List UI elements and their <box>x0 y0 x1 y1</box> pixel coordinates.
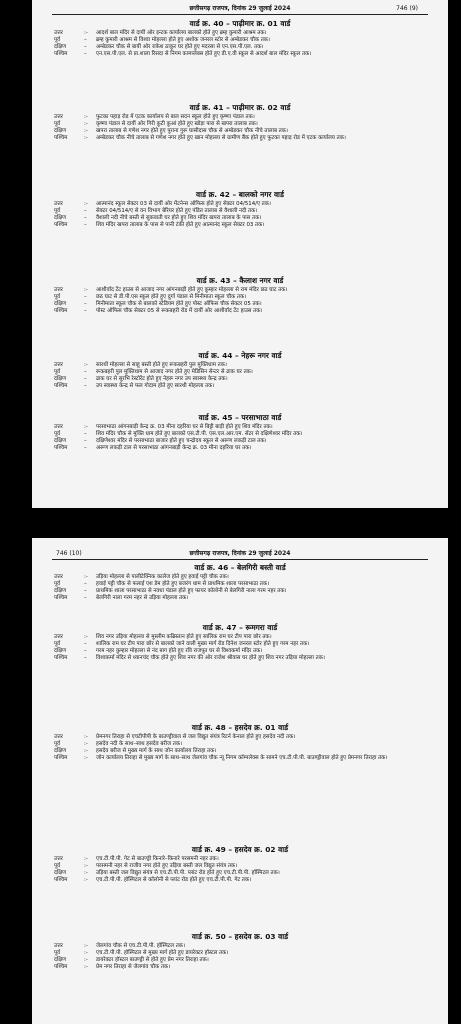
boundary-direction: पूर्व <box>54 121 61 127</box>
gazette-page-2 <box>32 538 448 1024</box>
boundary-separator: :- <box>84 755 88 761</box>
boundary-text: हसदेव बरीज से मुख्य मार्ग के साथ जोन कार्यालय तिराहा तक। <box>96 748 217 754</box>
boundary-separator: – <box>84 208 87 214</box>
boundary-direction: पूर्व <box>54 863 61 869</box>
boundary-separator: :- <box>84 128 88 134</box>
ward-block <box>32 931 448 971</box>
boundary-separator: – <box>84 648 87 654</box>
boundary-text: ढाक घर से सुरभि रेस्टोरेंट होते हुए नेहरू नगर उप स्वास्थ्य केन्द्र तक। <box>96 376 228 382</box>
boundary-row <box>32 655 448 662</box>
boundary-text: एच.टी.पी.पी. हॉस्पिटल से कॉलोनी से प्लांट रोड होते हुए एच.टी.पी.पी. गेट तक। <box>96 877 252 883</box>
boundary-text: उप स्वास्थ्य केन्द्र से फल गोदाम होते हुए सारथी मोहल्ला तक। <box>96 383 215 389</box>
boundary-text: आशीर्वाद टेंट हाउस से आजाद नगर आंगनबाड़ी होते हुए कुम्हार मोहल्ला से राम मंदिर छठ घाट तक। <box>96 287 288 293</box>
boundary-text: शिव नगर उड़िया मोहल्ला से मुस्लीम कब्रिस्तान होते हुए सालिक राम घर टीप पारा छोर तक। <box>96 634 272 640</box>
boundary-text: अम्बेडकर चौक नीचे तालाब से गणेश नगर होते हुए खान मोहल्ला से ग्रामीण बैंक होते हुए फुटका पहाड़ रोड में एटक कार्यालय तक। <box>96 135 346 141</box>
boundary-text: प्रेमनगर तिराहा से एचटीपीपी के बाउण्ड्रीवाल से जल विद्युत संयंत्र रिटर्न केनाल होते हुए हसदेव नदी तक। <box>96 734 296 740</box>
boundary-row <box>32 308 448 315</box>
boundary-separator: – <box>84 369 87 375</box>
ward-block <box>32 562 448 602</box>
boundary-direction: उत्तर <box>54 30 63 36</box>
ward-title: वार्ड क्र. 42 – बालको नगर वार्ड <box>196 190 284 199</box>
boundary-direction: उत्तर <box>54 574 63 580</box>
boundary-text: जेलगांव चौक से एच.टी.पी.पी. हॉस्पिटल तक। <box>96 943 185 949</box>
boundary-separator: :- <box>84 870 88 876</box>
boundary-row <box>32 383 448 390</box>
ward-block <box>32 102 448 142</box>
boundary-direction: दक्षिण <box>54 648 67 654</box>
page-header <box>32 547 448 559</box>
boundary-text: हवाई पट्टी चौक से फलाई एश डेम होते हुए बजरंग धाम से प्राथमिक शाला परसाभाठा तक। <box>96 581 270 587</box>
boundary-separator: – <box>84 44 87 50</box>
boundary-row <box>32 856 448 863</box>
boundary-separator: :- <box>84 741 88 747</box>
boundary-direction: पूर्व <box>54 37 61 43</box>
boundary-text: बेलगिरी नाला गरम नहर से उड़िया मोहल्ला तक। <box>96 595 189 601</box>
boundary-row <box>32 964 448 971</box>
boundary-text: पोस्ट ऑफिस चौक सेक्टर 05 से रूकबहरी रोड में दायीं ओर आशीर्वाद टेंट हाउस तक। <box>96 308 263 314</box>
boundary-direction: पश्चिम <box>54 383 68 389</box>
boundary-separator: :- <box>84 856 88 862</box>
boundary-direction: पश्चिम <box>54 135 68 141</box>
boundary-direction: उत्तर <box>54 943 63 949</box>
boundary-row <box>32 208 448 215</box>
boundary-direction: उत्तर <box>54 201 63 207</box>
boundary-text: कृष्णा पंडाल से दायीं ओर गिरी कुटी कुआं होते हुए खोड़ा पारा से खपरा तालाब तक। <box>96 121 258 127</box>
boundary-row <box>32 431 448 438</box>
ward-title: वार्ड क्र. 44 – नेहरू नगर वार्ड <box>198 351 282 360</box>
boundary-separator: – <box>84 655 87 661</box>
boundary-text: शिव मंदिर चौक से मुक्ति धाम होते हुए बालको एस.टी.पी. एस.एल.आर.एम. सेंटर से दक्षिणेश्वर मंदिर तक। <box>96 431 303 437</box>
boundary-direction: उत्तर <box>54 734 63 740</box>
boundary-text: रूकबहरी पुल मुक्तिधाम से आजाद नगर होते हुए मेडिसिन सेन्टर से ढाक घर तक। <box>96 369 253 375</box>
boundary-separator: :- <box>84 574 88 580</box>
ward-title: वार्ड क्र. 45 – परसाभाठा वार्ड <box>198 413 282 422</box>
boundary-direction: दक्षिण <box>54 870 67 876</box>
ward-title: वार्ड क्र. 43 – कैलाश नगर वार्ड <box>196 276 284 285</box>
boundary-row <box>32 438 448 445</box>
boundary-text: प्राथमिक शाला परसाभाठा से नवधा पंडाल होते हुए फायर कॉलोनी से बेलगिरी नाला गरम नहर तक। <box>96 588 287 594</box>
boundary-direction: उत्तर <box>54 287 63 293</box>
boundary-text: शालिक राम घर टीप पारा छोर से बालको जाने वाली मुख्य मार्ग रोड दिनेश जनरल स्टोर होते हुए गरम नहर तक। <box>96 641 310 647</box>
boundary-direction: पश्चिम <box>54 595 68 601</box>
boundary-text: अम्बेडकर चौक से बायीं ओर राकेश ठाकुर घर होते हुए मदरसा से एन.एस.पी.एल. तक। <box>96 44 264 50</box>
boundary-separator: :- <box>84 943 88 949</box>
boundary-separator: – <box>84 301 87 307</box>
boundary-separator: :- <box>84 201 88 207</box>
boundary-text: शिव मंदिर खपरा तालाब के पास से पानी टंकी होते हुए आत्मानंद स्कूल सेक्टर 03 तक। <box>96 222 265 228</box>
boundary-text: खपरा तालाब से गणेश नगर होते हुए पुराना गुरू घासीदास चौक से अम्बेडकर चौक नीचे तालाब तक। <box>96 128 288 134</box>
boundary-separator: :- <box>84 964 88 970</box>
boundary-text: गरम नहर कुम्हार मोहल्ला से नंद बाग होते हुए रवि राजपूत घर से विश्वकर्मा मंदिर तक। <box>96 648 263 654</box>
boundary-direction: पश्चिम <box>54 51 68 57</box>
header-rule <box>52 14 428 15</box>
boundary-row <box>32 128 448 135</box>
boundary-separator: – <box>84 294 87 300</box>
ward-title: वार्ड क्र. 47 – रूमगरा वार्ड <box>202 623 278 632</box>
header-title: छत्तीसगढ़ राजपत्र, दिनांक 29 जुलाई 2024 <box>189 550 291 557</box>
boundary-text: आत्मानंद स्कूल सेक्टर 03 से दायीं ओर मेंटनेन्स ऑफिस होते हुए सेक्टर 04/514/ए तक। <box>96 201 271 207</box>
boundary-separator: :- <box>84 121 88 127</box>
boundary-row <box>32 734 448 741</box>
boundary-text: परसाभाठा आंगनबाड़ी केन्द्र क्र. 03 मीना दहरिया घर से बिट्टी बाड़ी होते हुए शिव मंदिर तक। <box>96 424 273 430</box>
ward-block <box>32 18 448 58</box>
boundary-row <box>32 294 448 301</box>
boundary-direction: दक्षिण <box>54 301 67 307</box>
boundary-direction: दक्षिण <box>54 748 67 754</box>
boundary-row <box>32 301 448 308</box>
boundary-direction: पूर्व <box>54 294 61 300</box>
boundary-row <box>32 574 448 581</box>
boundary-text: दक्षिणेश्वर मंदिर से परसाभाठा बाजार होते हुए चन्द्रोदय स्कूल से अरूण लकड़ी टाल तक। <box>96 438 267 444</box>
boundary-direction: दक्षिण <box>54 438 67 444</box>
boundary-separator: :- <box>84 135 88 141</box>
page-number: 746 (9) <box>396 4 418 12</box>
boundary-separator: – <box>84 438 87 444</box>
gazette-page-1 <box>32 0 448 508</box>
boundary-row <box>32 943 448 950</box>
boundary-direction: पश्चिम <box>54 877 68 883</box>
boundary-direction: दक्षिण <box>54 44 67 50</box>
boundary-direction: दक्षिण <box>54 128 67 134</box>
boundary-row <box>32 51 448 58</box>
ward-title: वार्ड क्र. 50 – हसदेव क्र. 03 वार्ड <box>191 932 289 941</box>
ward-block <box>32 844 448 884</box>
boundary-text: डायरेक्टर हॉस्टल बाउण्ड्री से होते हुए प्रेम नगर तिराहा तक। <box>96 957 209 963</box>
boundary-row <box>32 44 448 51</box>
page-header <box>32 2 448 14</box>
boundary-separator: – <box>84 51 87 57</box>
boundary-separator: – <box>84 215 87 221</box>
boundary-text: एच.टी.पी.पी. गेट से बाउण्ड्री किनारे–किनारे परसमनी नहर तक। <box>96 856 219 862</box>
boundary-separator: :- <box>84 734 88 740</box>
boundary-text: फुटका पहाड़ रोड में एटक कार्यालय से बाल सदन स्कूल होते हुए कृष्णा पंडाल तक। <box>96 114 255 120</box>
boundary-row <box>32 588 448 595</box>
boundary-direction: पूर्व <box>54 641 61 647</box>
boundary-separator: – <box>84 308 87 314</box>
boundary-row <box>32 362 448 369</box>
boundary-direction: उत्तर <box>54 856 63 862</box>
ward-block <box>32 189 448 229</box>
boundary-separator: – <box>84 431 87 437</box>
boundary-row <box>32 957 448 964</box>
boundary-row <box>32 741 448 748</box>
boundary-text: सेक्टर 04/514/ए से वन विभाग बेरियर होते हुए पंडित तालाब से वैशाली नदी तक। <box>96 208 258 214</box>
boundary-text: जोन कार्यालय तिराहा से मुख्य मार्ग के साथ–साथ जेलगांव चौक न्यू निगम कॉम्पलेक्स के सामने एच.टी.पी.पी. बाउण्ड्रीवाल होते हुए प्रेमनगर तिराहा तक। <box>96 755 388 761</box>
boundary-separator: – <box>84 641 87 647</box>
boundary-direction: पश्चिम <box>54 964 68 970</box>
boundary-text: एच.टी.पी.पी. हॉस्पिटल से मुख्य मार्ग होते हुए डायरेक्टर हॉस्टल तक। <box>96 950 229 956</box>
boundary-separator: – <box>84 588 87 594</box>
boundary-row <box>32 201 448 208</box>
page-number: 746 (10) <box>56 549 82 557</box>
boundary-text: परसमनी नहर से राजीव नगर होते हुए उड़िया बस्ती जल विद्युत संयंत्र तक। <box>96 863 238 869</box>
boundary-row <box>32 215 448 222</box>
boundary-direction: दक्षिण <box>54 215 67 221</box>
boundary-direction: पूर्व <box>54 581 61 587</box>
boundary-row <box>32 641 448 648</box>
boundary-separator: :- <box>84 957 88 963</box>
boundary-direction: पूर्व <box>54 741 61 747</box>
boundary-text: वैशाली नदी नीचे बस्ती से सुकवाती घर होते हुए शिव मंदिर खपरा तालाब के पास तक। <box>96 215 262 221</box>
boundary-direction: पूर्व <box>54 431 61 437</box>
boundary-direction: दक्षिण <box>54 588 67 594</box>
boundary-row <box>32 222 448 229</box>
boundary-row <box>32 37 448 44</box>
ward-title: वार्ड क्र. 48 – हसदेव क्र. 01 वार्ड <box>191 723 289 732</box>
boundary-separator: – <box>84 445 87 451</box>
boundary-row <box>32 445 448 452</box>
boundary-row <box>32 30 448 37</box>
boundary-direction: पश्चिम <box>54 755 68 761</box>
boundary-row <box>32 877 448 884</box>
boundary-row <box>32 950 448 957</box>
boundary-text: एन.एस.पी.एल. से प्रा.शाला रिसदा से निगम कामप्लेक्स होते हुए डी.ए.वी स्कूल से आदर्श बाल मंदिर स्कूल तक। <box>96 51 312 57</box>
ward-title: वार्ड क्र. 49 – हसदेव क्र. 02 वार्ड <box>191 845 289 854</box>
ward-block <box>32 412 448 452</box>
boundary-row <box>32 121 448 128</box>
boundary-row <box>32 114 448 121</box>
boundary-text: हसदेव नदी के साथ–साथ हसदेव बरीज तक। <box>96 741 183 747</box>
boundary-text: विश्वकर्मा मंदिर से ध्यानचंद चौक होते हुए शिव नगर की ओर राजेश श्रीवास घर होते हुए शिव नगर उड़िया मोहल्ला तक। <box>96 655 325 661</box>
boundary-direction: पश्चिम <box>54 222 68 228</box>
boundary-direction: दक्षिण <box>54 957 67 963</box>
boundary-separator: :- <box>84 863 88 869</box>
boundary-direction: उत्तर <box>54 424 63 430</box>
boundary-text: आदर्श बाल मंदिर से दायीं ओर इन्टक कार्यालय बालको होते हुए ब्रम्ह कुमारी आश्रम तक। <box>96 30 267 36</box>
ward-block <box>32 350 448 390</box>
boundary-row <box>32 581 448 588</box>
header-rule <box>52 559 428 560</box>
boundary-text: मिनीमाता स्कूल चौक से बालको स्टेडियम होते हुए पोस्ट ऑफिस चौक सेक्टर 05 तक। <box>96 301 262 307</box>
boundary-text: छठ घाट से डी.पी.एस स्कूल होते हुए दुर्गा पंडाल से मिनीमाता स्कूल चौक तक। <box>96 294 247 300</box>
ward-title: वार्ड क्र. 40 – पाढ़ीमार क्र. 01 वार्ड <box>189 19 291 28</box>
boundary-separator: – <box>84 595 87 601</box>
boundary-row <box>32 863 448 870</box>
boundary-separator: – <box>84 376 87 382</box>
boundary-separator: :- <box>84 634 88 640</box>
boundary-direction: पूर्व <box>54 950 61 956</box>
ward-block <box>32 275 448 315</box>
boundary-row <box>32 755 448 762</box>
boundary-direction: उत्तर <box>54 114 63 120</box>
boundary-text: ब्रम्ह कुमारी आश्रम से विश्वा मोहल्ला होते हुए अशोक जनरल स्टोर से अम्बेडकर चौक तक। <box>96 37 270 43</box>
boundary-separator: :- <box>84 114 88 120</box>
boundary-row <box>32 648 448 655</box>
boundary-direction: उत्तर <box>54 634 63 640</box>
boundary-row <box>32 369 448 376</box>
boundary-direction: दक्षिण <box>54 376 67 382</box>
boundary-text: उड़िया बस्ती जल विद्युत संयंत्र से एच.टी.पी.पी. प्लांट रोड होते हुए एच.टी.पी.पी. हॉस्पिटल तक। <box>96 870 280 876</box>
boundary-separator: :- <box>84 362 88 368</box>
boundary-row <box>32 595 448 602</box>
boundary-separator: :- <box>84 424 88 430</box>
header-title: छत्तीसगढ़ राजपत्र, दिनांक 29 जुलाई 2024 <box>189 5 291 12</box>
boundary-row <box>32 748 448 755</box>
boundary-direction: पूर्व <box>54 369 61 375</box>
ward-block <box>32 722 448 762</box>
boundary-row <box>32 634 448 641</box>
boundary-separator: – <box>84 383 87 389</box>
boundary-row <box>32 424 448 431</box>
boundary-separator: :- <box>84 287 88 293</box>
ward-title: वार्ड क्र. 41 – पाढ़ीमार क्र. 02 वार्ड <box>189 103 291 112</box>
boundary-text: प्रेम नगर तिराहा से जेलगांव चौक तक। <box>96 964 171 970</box>
boundary-row <box>32 870 448 877</box>
boundary-separator: :- <box>84 748 88 754</box>
boundary-text: उड़िया मोहल्ला से पालीटेक्निक कालेज होते हुए हवाई पट्टी चौक तक। <box>96 574 229 580</box>
boundary-separator: :- <box>84 30 88 36</box>
boundary-direction: पश्चिम <box>54 445 68 451</box>
boundary-direction: उत्तर <box>54 362 63 368</box>
boundary-row <box>32 376 448 383</box>
boundary-text: अरूण लकड़ी टाल से परसाभाठा आंगनबाड़ी केन्द्र क्र. 03 मीना दहरिया घर तक। <box>96 445 252 451</box>
boundary-separator: – <box>84 222 87 228</box>
ward-title: वार्ड क्र. 46 – बेलगिरी बस्ती वार्ड <box>194 563 286 572</box>
boundary-direction: पश्चिम <box>54 308 68 314</box>
boundary-direction: पश्चिम <box>54 655 68 661</box>
boundary-separator: :- <box>84 950 88 956</box>
boundary-separator: :- <box>84 877 88 883</box>
ward-block <box>32 622 448 662</box>
boundary-row <box>32 135 448 142</box>
boundary-text: सारथी मोहल्ला से साहू बस्ती होते हुए रूकबहरी पुल मुक्तिधाम तक। <box>96 362 227 368</box>
boundary-row <box>32 287 448 294</box>
boundary-separator: – <box>84 581 87 587</box>
boundary-separator: – <box>84 37 87 43</box>
boundary-direction: पूर्व <box>54 208 61 214</box>
